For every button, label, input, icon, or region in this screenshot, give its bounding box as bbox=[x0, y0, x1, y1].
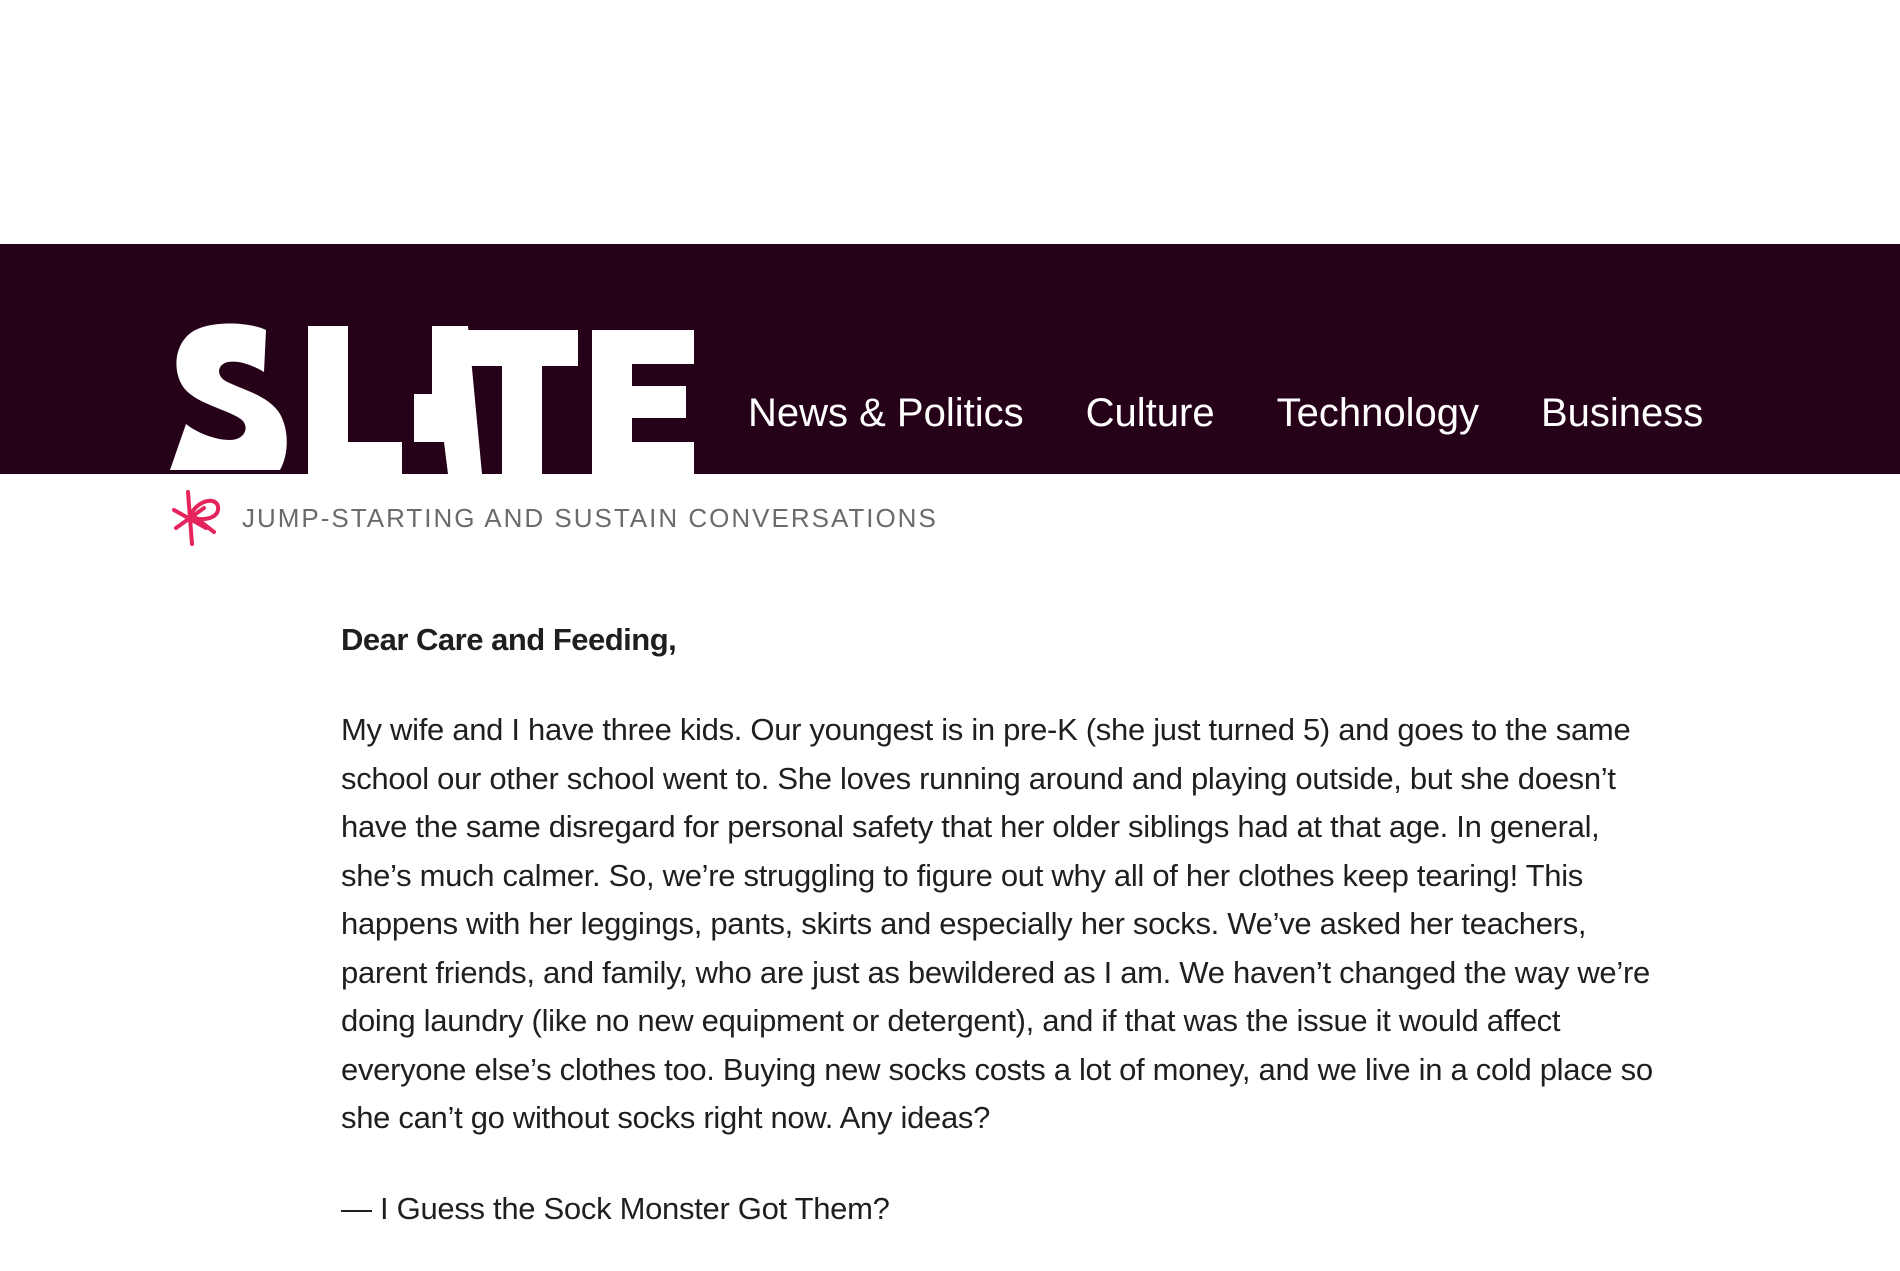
slate-logo-icon bbox=[170, 320, 694, 474]
letter-signoff: — I Guess the Sock Monster Got Them? bbox=[341, 1190, 890, 1226]
top-whitespace bbox=[0, 0, 1900, 244]
letter-salutation: Dear Care and Feeding, bbox=[341, 622, 677, 657]
nav-item-technology[interactable]: Technology bbox=[1276, 391, 1479, 435]
nav-item-news-politics[interactable]: News & Politics bbox=[748, 391, 1024, 435]
nav-item-culture[interactable]: Culture bbox=[1085, 391, 1215, 435]
nav-item-business[interactable]: Business bbox=[1540, 391, 1704, 435]
primary-nav bbox=[748, 385, 1703, 441]
care-and-feeding-scribble-icon bbox=[170, 488, 226, 548]
article-body bbox=[341, 612, 1661, 1237]
section-tagline bbox=[170, 488, 938, 548]
section-tagline-text: JUMP-STARTING AND SUSTAIN CONVERSATIONS bbox=[242, 503, 938, 533]
letter-body: My wife and I have three kids. Our youngest is in pre-K (she just turned 5) and goes to the same school our other school went to. She loves running around and playing outside, but she doesn’t have the same disregard for personal safety that her older siblings had at that age. In general, she’s much calmer. So, we’re struggling to figure out why all of her clothes keep tearing! This happens with her leggings, pants, skirts and especially her socks. We’ve asked her teachers, parent friends, and family, who are just as bewildered as I am. We haven’t changed the way we’re doing laundry (like no new equipment or detergent), and if that was the issue it would affect everyone else’s clothes too. Buying new socks costs a lot of money, and we live in a cold place so she can’t go without socks right now. Any ideas? bbox=[341, 712, 1653, 1135]
slate-logo[interactable] bbox=[170, 320, 694, 474]
